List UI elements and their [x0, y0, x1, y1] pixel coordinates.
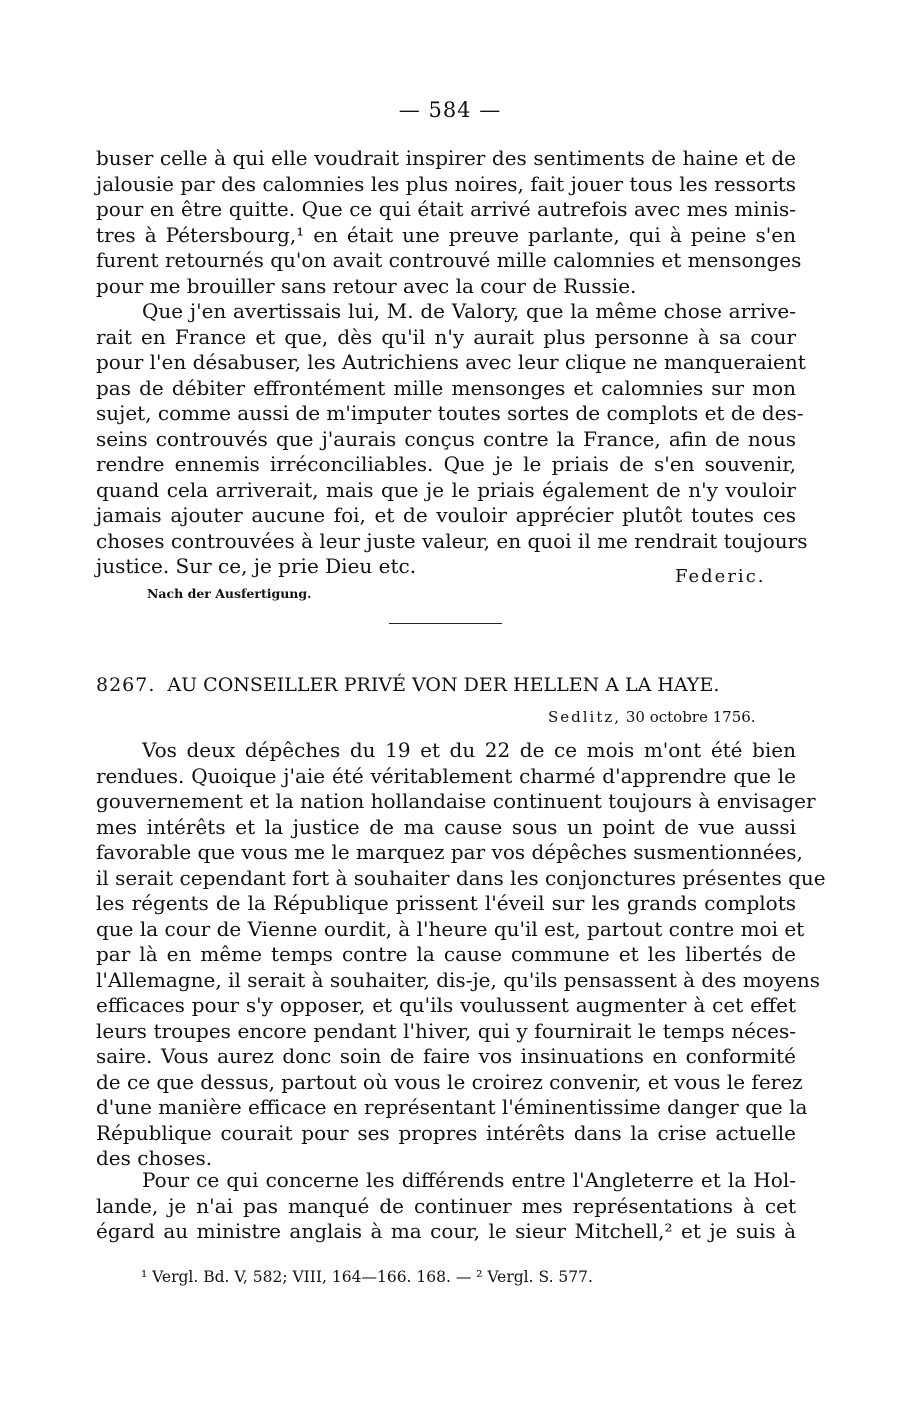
page-number-dash-right: — — [471, 98, 502, 122]
paragraph-block-2 — [96, 738, 826, 1172]
letter-number: 8267. — [96, 674, 156, 696]
text-line: leurs troupes encore pendant l'hiver, qui y fournirait le temps néces- — [96, 1018, 796, 1043]
text-line: mes intérêts et la justice de ma cause sous un point de vue aussi — [96, 814, 796, 839]
source-note: Nach der Ausfertigung. — [147, 586, 312, 601]
text-line: de ce que dessus, partout où vous le croirez convenir, et vous le ferez — [96, 1069, 803, 1094]
text-line: saire. Vous aurez donc soin de faire vos insinuations en conformité — [96, 1044, 796, 1068]
text-line: choses controuvées à leur juste valeur, en quoi il me rendrait toujours — [96, 528, 808, 553]
letter-title: AU CONSEILLER PRIVÉ VON DER HELLEN A LA HAYE. — [167, 674, 720, 696]
dateline-place: Sedlitz, — [548, 708, 622, 726]
text-line: il serait cependant fort à souhaiter dans les conjonctures présentes que — [96, 865, 826, 890]
footnotes: ¹ Vergl. Bd. V, 582; VIII, 164—166. 168. — ² Vergl. S. 577. — [141, 1268, 593, 1286]
text-line: Que j'en avertissais lui, M. de Valory, que la même chose arrive- — [142, 299, 796, 323]
page-number — [0, 98, 900, 122]
text-line: Vos deux dépêches du 19 et du 22 de ce mois m'ont été bien — [142, 738, 796, 762]
text-line: furent retournés qu'on avait controuvé mille calomnies et mensonges — [96, 248, 802, 272]
text-line: justice. Sur ce, je prie Dieu etc. — [96, 554, 417, 578]
text-line: tres à Pétersbourg,¹ en était une preuve parlante, qui à peine s'en — [96, 222, 796, 247]
text-line: efficaces pour s'y opposer, et qu'ils voulussent augmenter à cet effet — [96, 993, 796, 1017]
dateline — [548, 708, 756, 726]
text-line: République courait pour ses propres intérêts dans la crise actuelle — [96, 1120, 796, 1145]
text-line: l'Allemagne, il serait à souhaiter, dis-je, qu'ils pensassent à des moyens — [96, 967, 820, 992]
paragraph-block-1 — [96, 146, 808, 580]
text-line: pour en être quitte. Que ce qui était arrivé autrefois avec mes minis- — [96, 197, 796, 221]
text-line: seins controuvés que j'aurais conçus contre la France, afin de nous — [96, 426, 796, 451]
text-line: que la cour de Vienne ourdit, à l'heure qu'il est, partout contre moi et — [96, 916, 805, 941]
paragraph-block-3 — [96, 1168, 796, 1245]
text-line: égard au ministre anglais à ma cour, le sieur Mitchell,² et je suis à — [96, 1219, 796, 1243]
text-line: favorable que vous me le marquez par vos dépêches susmentionnées, — [96, 840, 803, 864]
signature: Federic. — [675, 566, 766, 587]
text-line: gouvernement et la nation hollandaise continuent toujours à envisager — [96, 789, 816, 813]
section-divider — [389, 623, 502, 624]
text-line: les régents de la République prissent l'éveil sur les grands complots — [96, 891, 796, 915]
text-line: par là en même temps contre la cause commune et les libertés de — [96, 942, 796, 966]
text-line: des choses. — [96, 1146, 213, 1170]
dateline-date: 30 octobre 1756. — [625, 708, 756, 726]
text-line: rendues. Quoique j'aie été véritablement charmé d'apprendre que le — [96, 763, 796, 788]
text-line: rendre ennemis irréconciliables. Que je le priais de s'en souvenir, — [96, 452, 796, 476]
text-line: Pour ce qui concerne les différends entre l'Angleterre et la Hol- — [142, 1168, 796, 1192]
text-line: buser celle à qui elle voudrait inspirer des sentiments de haine et de — [96, 146, 796, 170]
text-line: lande, je n'ai pas manqué de continuer mes représentations à cet — [96, 1193, 796, 1218]
page-number-dash-left: — — [398, 98, 429, 122]
text-line: jamais ajouter aucune foi, et de vouloir apprécier plutôt toutes ces — [96, 503, 796, 527]
text-line: quand cela arriverait, mais que je le priais également de n'y vouloir — [96, 477, 796, 502]
text-line: jalousie par des calomnies les plus noires, fait jouer tous les ressorts — [96, 171, 796, 196]
text-line: d'une manière efficace en représentant l'éminentissime danger que la — [96, 1095, 808, 1119]
text-line: rait en France et que, dès qu'il n'y aurait plus personne à sa cour — [96, 324, 796, 349]
page-number-value: 584 — [428, 98, 472, 122]
text-line: pour me brouiller sans retour avec la cour de Russie. — [96, 273, 637, 298]
text-line: pour l'en désabuser, les Autrichiens avec leur clique ne manqueraient — [96, 350, 806, 374]
text-line: pas de débiter effrontément mille mensonges et calomnies sur mon — [96, 375, 796, 400]
letter-heading — [96, 674, 796, 696]
text-line: sujet, comme aussi de m'imputer toutes sortes de complots et de des- — [96, 401, 804, 425]
